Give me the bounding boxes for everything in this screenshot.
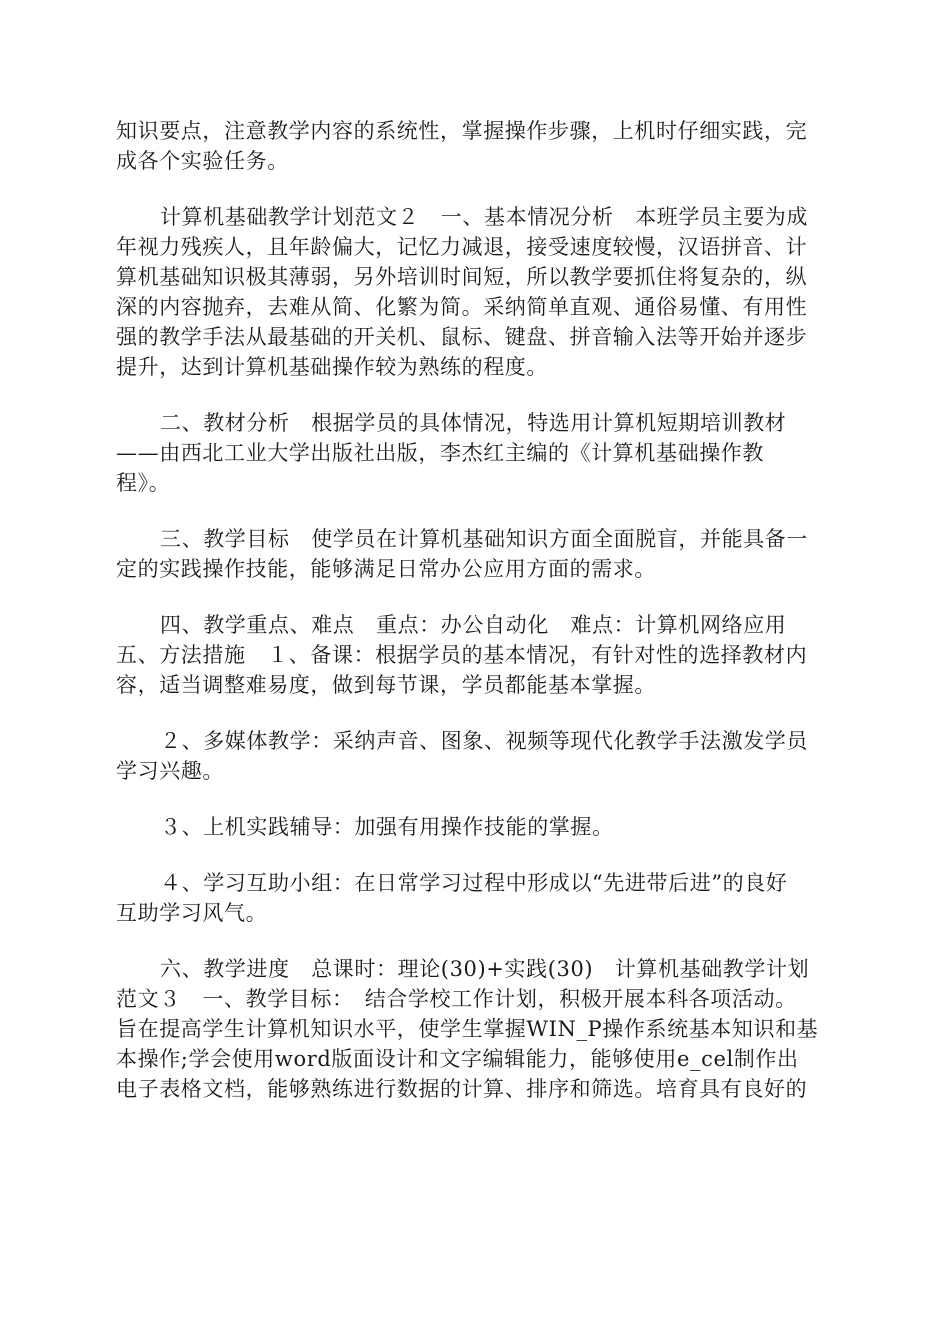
text-line: 成各个实验任务。	[116, 149, 289, 173]
text-line: 程》。	[116, 471, 171, 495]
text-line: 旨在提高学生计算机知识水平，使学生掌握WIN_P操作系统基本知识和基	[116, 1017, 819, 1041]
text-line: 三、教学目标 使学员在计算机基础知识方面全面脱盲，并能具备一	[160, 527, 808, 551]
text-line: 知识要点，注意教学内容的系统性，掌握操作步骤，上机时仔细实践，完	[116, 119, 808, 143]
document-body	[116, 116, 832, 1104]
text-line: ——由西北工业大学出版社出版，李杰红主编的《计算机基础操作教	[116, 441, 764, 465]
text-line: 计算机基础教学计划范文２ 一、基本情况分析 本班学员主要为成	[160, 205, 808, 229]
text-line: ４、学习互助小组：在日常学习过程中形成以“先进带后进”的良好	[160, 871, 788, 895]
text-line: 容，适当调整难易度，做到每节课，学员都能基本掌握。	[116, 673, 656, 697]
text-line: ３、上机实践辅导：加强有用操作技能的掌握。	[160, 815, 614, 839]
text-line: ２、多媒体教学：采纳声音、图象、视频等现代化教学手法激发学员	[160, 729, 808, 753]
text-line: 强的教学手法从最基础的开关机、鼠标、键盘、拼音输入法等开始并逐步	[116, 325, 808, 349]
text-line: 年视力残疾人，且年龄偏大，记忆力减退，接受速度较慢，汉语拼音、计	[116, 235, 808, 259]
text-line: 学习兴趣。	[116, 759, 224, 783]
text-line: 六、教学进度 总课时：理论(30)+实践(30) 计算机基础教学计划	[160, 957, 810, 981]
text-line: 五、方法措施 １、备课：根据学员的基本情况，有针对性的选择教材内	[116, 643, 808, 667]
text-line: 定的实践操作技能，能够满足日常办公应用方面的需求。	[116, 557, 656, 581]
text-line: 互助学习风气。	[116, 901, 268, 925]
text-line: 范文３ 一、教学目标： 结合学校工作计划，积极开展本科各项活动。	[116, 987, 797, 1011]
text-line: 提升，达到计算机基础操作较为熟练的程度。	[116, 355, 548, 379]
text-line: 算机基础知识极其薄弱，另外培训时间短，所以教学要抓住将复杂的，纵	[116, 265, 808, 289]
text-line: 本操作;学会使用word版面设计和文字编辑能力，能够使用e_cel制作出	[116, 1047, 799, 1071]
text-line: 深的内容抛弃，去难从简、化繁为简。采纳简单直观、通俗易懂、有用性	[116, 295, 808, 319]
text-line: 二、教材分析 根据学员的具体情况，特选用计算机短期培训教材	[160, 411, 787, 435]
text-line: 四、教学重点、难点 重点：办公自动化 难点：计算机网络应用	[160, 613, 787, 637]
text-line: 电子表格文档，能够熟练进行数据的计算、排序和筛选。培育具有良好的	[116, 1077, 808, 1101]
